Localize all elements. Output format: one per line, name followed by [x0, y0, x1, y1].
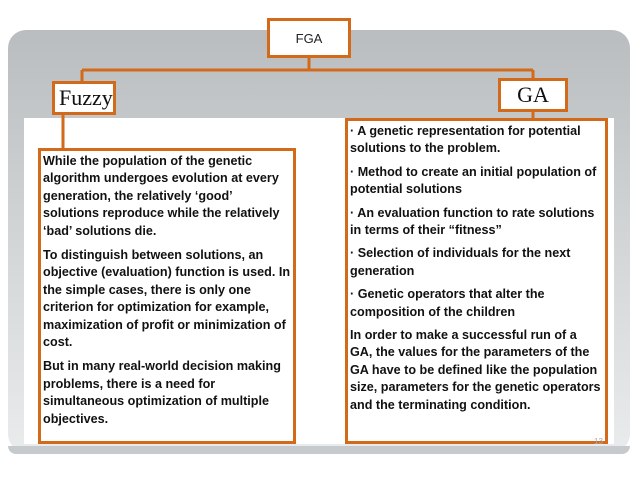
fga-root-node: [267, 18, 351, 58]
ga-label: GA: [517, 82, 549, 107]
ga-item: In order to make a successful run of a GA, the values for the parameters of the GA have to be defined like the population size, parameters for the genetic operators and the terminating condition.: [350, 328, 601, 412]
fuzzy-paragraph: While the population of the genetic algorithm undergoes evolution at every generation, the relatively ‘good’ solutions reproduce while the relatively ‘bad’ solutions die.: [43, 154, 280, 238]
fuzzy-paragraph: To distinguish between solutions, an objective (evaluation) function is used. In the simple cases, there is only one criterion for optimization for example, maximization of profit or minimization of cost.: [43, 248, 291, 350]
fuzzy-node: [52, 81, 116, 115]
ga-item: · An evaluation function to rate solutions in terms of their “fitness”: [350, 205, 595, 238]
page-number: 13: [594, 437, 603, 446]
ga-item: · Genetic operators that alter the composition of the children: [350, 287, 545, 319]
fga-label: FGA: [295, 30, 323, 46]
ga-item: · Method to create an initial population of potential solutions: [350, 164, 597, 197]
ga-item: · A genetic representation for potential solutions to the problem.: [350, 124, 581, 156]
fuzzy-description-box: [38, 148, 296, 444]
ga-description-box: [345, 118, 608, 444]
fuzzy-label: Fuzzy: [59, 85, 113, 110]
ga-item: · Selection of individuals for the next generation: [350, 246, 571, 278]
fuzzy-paragraph: But in many real-world decision making problems, there is a need for simultaneous optimization of multiple objectives.: [43, 359, 281, 426]
ga-node: [498, 78, 568, 112]
